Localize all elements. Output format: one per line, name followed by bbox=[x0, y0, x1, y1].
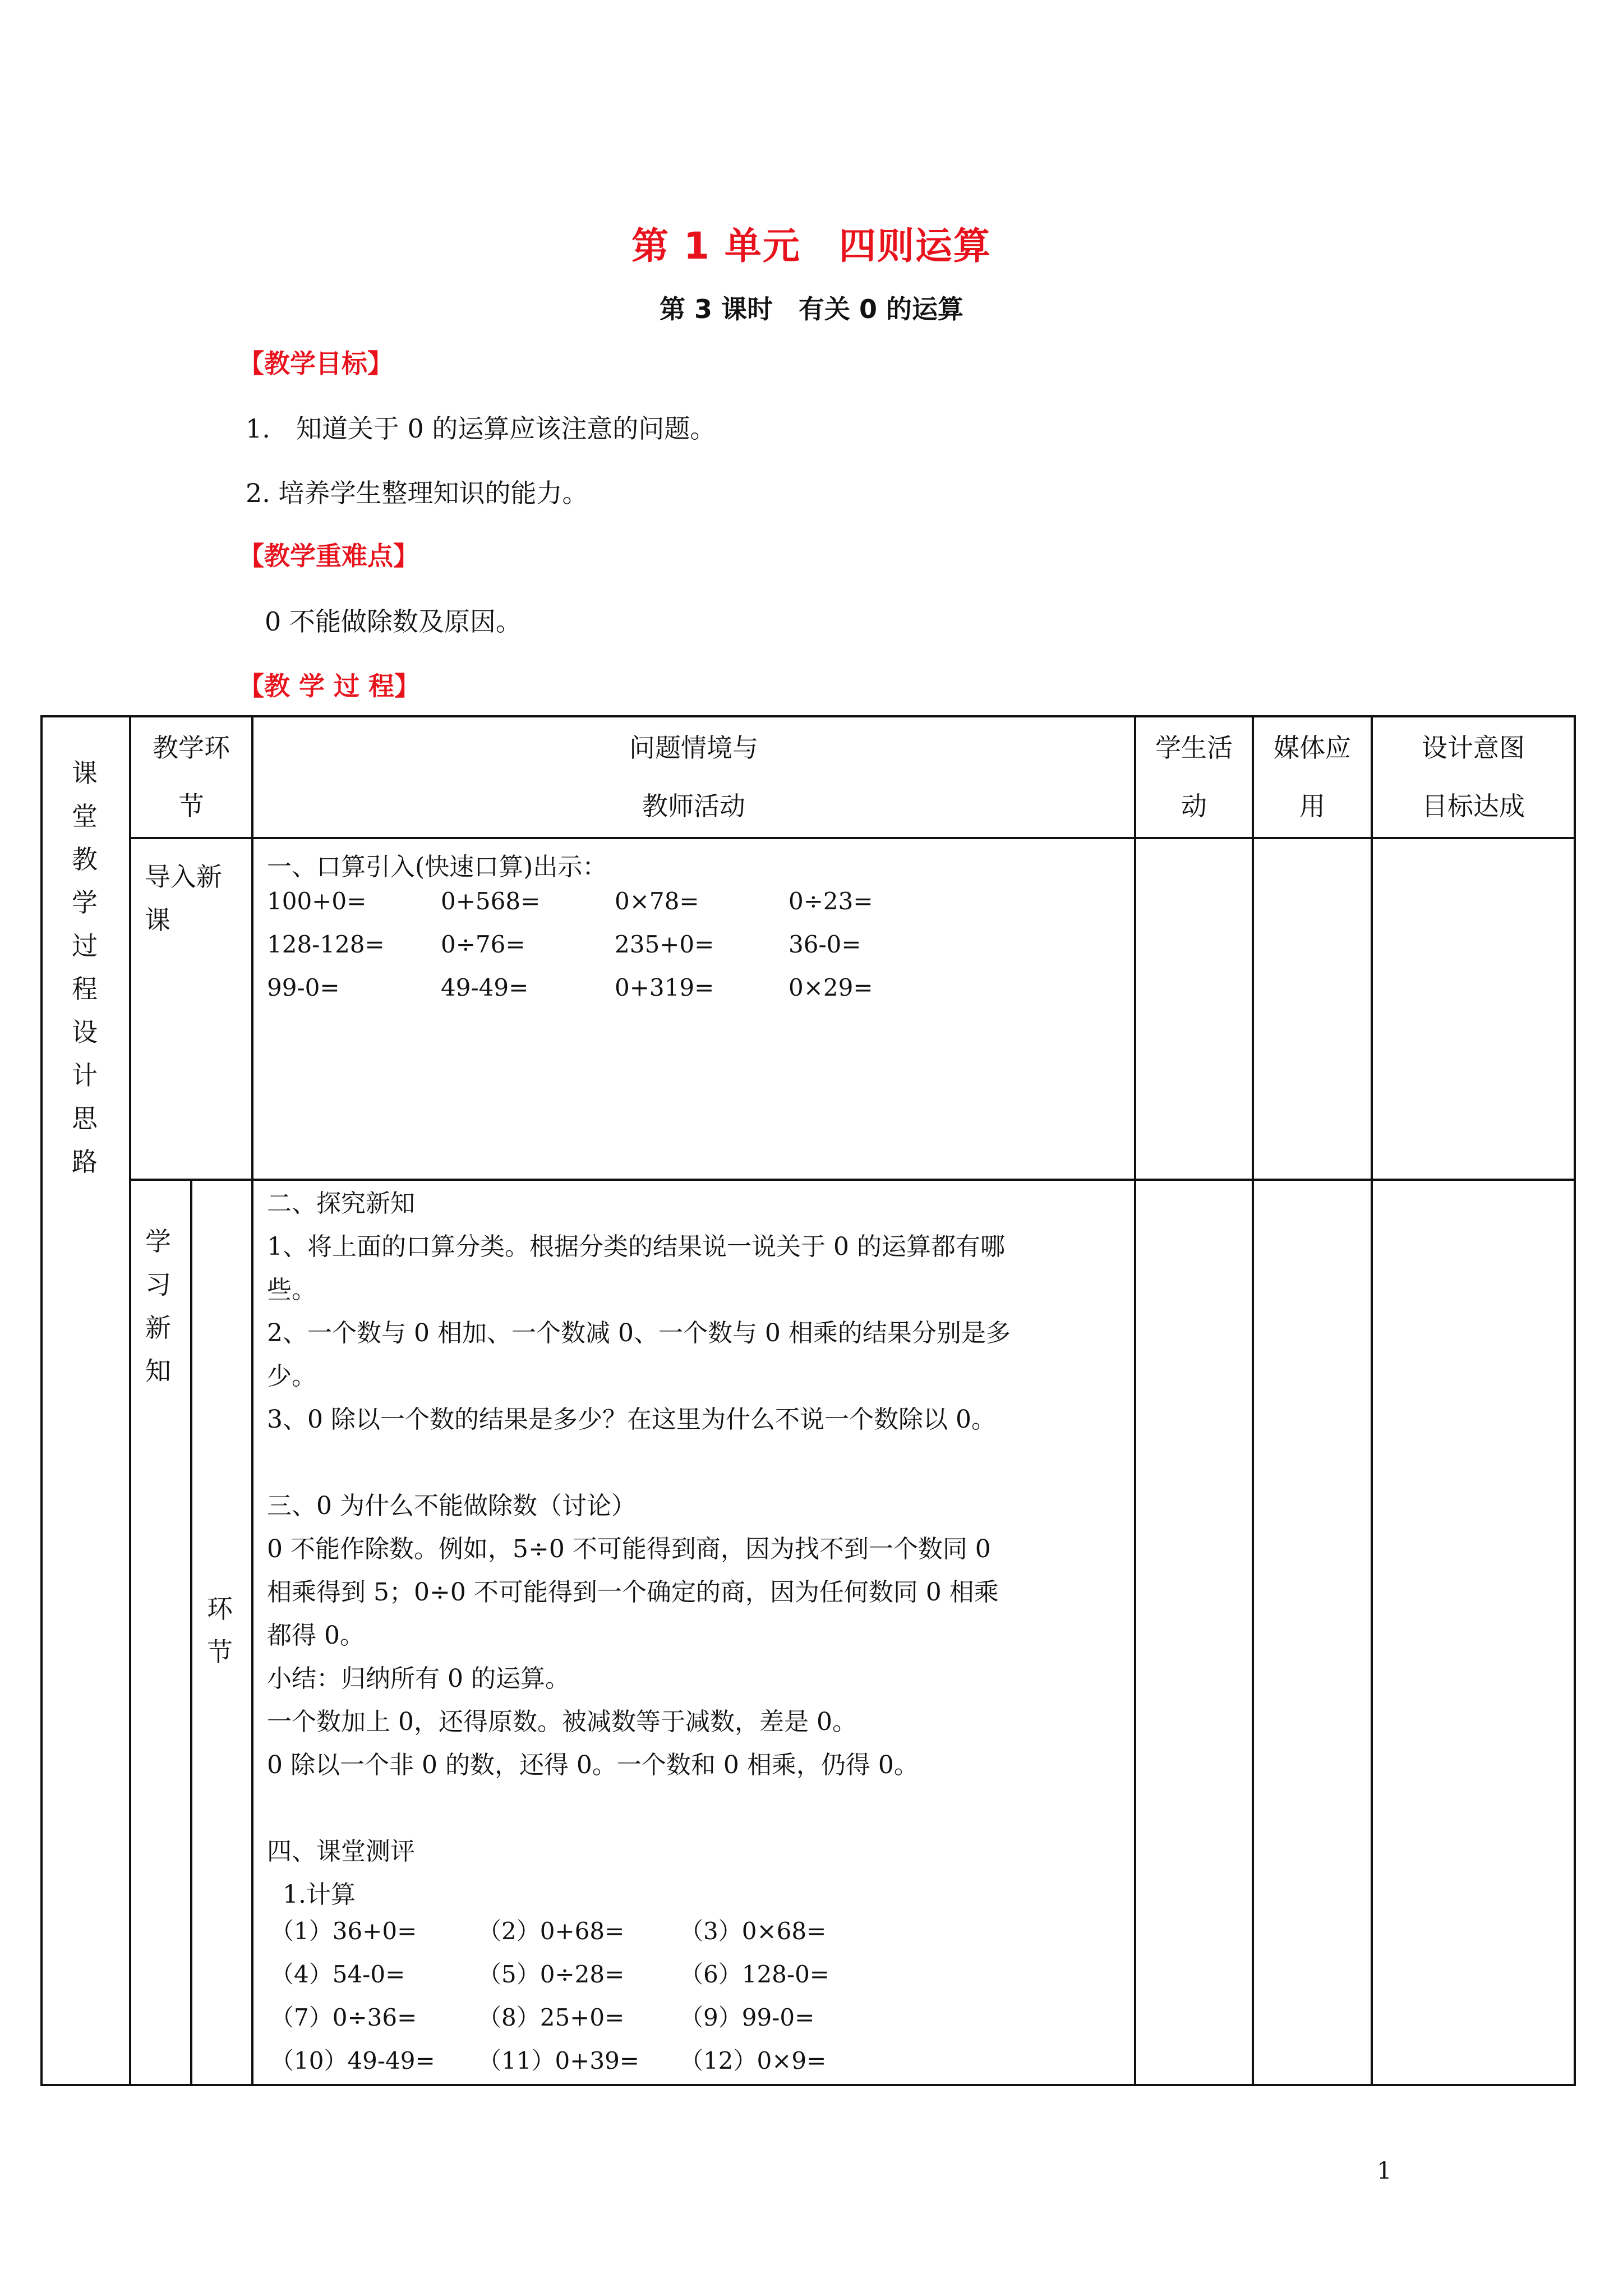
header-student-activity: 学生活 动 bbox=[1155, 733, 1233, 821]
row2-stage-label: 学 习 新 知 bbox=[145, 1226, 171, 1386]
content-line: 都得 0。 bbox=[267, 1621, 365, 1650]
page-number: 1 bbox=[1377, 2157, 1392, 2184]
side-label: 课 堂 教 学 过 程 设 计 思 路 bbox=[72, 758, 98, 1177]
exercise-item: （11）0+39= bbox=[478, 2047, 639, 2074]
exercise-item: （7）0÷36= bbox=[270, 2004, 417, 2031]
goal-item-1: 1. 知道关于 0 的运算应该注意的问题。 bbox=[246, 413, 716, 444]
header-teaching-stage: 教学环 节 bbox=[153, 733, 230, 821]
content-line: 1、将上面的口算分类。根据分类的结果说一说关于 0 的运算都有哪 bbox=[267, 1232, 1005, 1261]
key-points-text: 0 不能做除数及原因。 bbox=[265, 606, 522, 637]
exercise-item: （5）0÷28= bbox=[478, 1961, 625, 1988]
content-line: 0 不能作除数。例如，5÷0 不可能得到商，因为找不到一个数同 0 bbox=[267, 1535, 991, 1563]
calc-item: 0×78= bbox=[615, 887, 699, 915]
exercise-item: （1）36+0= bbox=[270, 1917, 417, 1945]
content-line: 1.计算 bbox=[267, 1880, 356, 1909]
exercise-item: （2）0+68= bbox=[478, 1917, 625, 1945]
table-divider-header bbox=[129, 837, 1576, 839]
calc-item: 0÷23= bbox=[789, 887, 873, 915]
table-border-bottom bbox=[40, 2084, 1576, 2086]
table-divider-col3 bbox=[1134, 715, 1136, 2086]
exercise-item: （10）49-49= bbox=[270, 2047, 435, 2074]
content-line: 小结：归纳所有 0 的运算。 bbox=[267, 1664, 570, 1693]
row1-heading: 一、口算引入(快速口算)出示： bbox=[267, 853, 607, 881]
calc-item: 0+568= bbox=[441, 887, 541, 915]
table-divider-col5 bbox=[1371, 715, 1373, 2086]
content-line bbox=[267, 1787, 1011, 1830]
calc-item: 100+0= bbox=[267, 887, 367, 915]
table-divider-row1 bbox=[129, 1179, 1576, 1181]
process-heading: 【教 学 过 程】 bbox=[238, 671, 421, 701]
header-design-intent: 设计意图 目标达成 bbox=[1422, 733, 1525, 821]
exercise-item: （6）128-0= bbox=[680, 1961, 829, 1988]
table-divider-col2 bbox=[251, 715, 253, 2086]
exercise-item: （3）0×68= bbox=[680, 1917, 827, 1945]
table-border-left bbox=[40, 715, 43, 2086]
page-subtitle: 第 3 课时 有关 0 的运算 bbox=[659, 294, 964, 324]
exercise-item: （12）0×9= bbox=[680, 2047, 827, 2074]
content-line: 少。 bbox=[267, 1362, 316, 1391]
exercise-item: （8）25+0= bbox=[478, 2004, 625, 2031]
calc-item: 0×29= bbox=[789, 974, 873, 1001]
calc-item: 235+0= bbox=[615, 931, 714, 958]
content-line: 二、探究新知 bbox=[267, 1189, 415, 1218]
content-line: 四、课堂测评 bbox=[267, 1837, 415, 1866]
calc-item: 49-49= bbox=[441, 974, 529, 1001]
table-border-right bbox=[1574, 715, 1576, 2086]
content-line: 三、0 为什么不能做除数（讨论） bbox=[267, 1492, 636, 1520]
header-media-use: 媒体应 用 bbox=[1274, 733, 1351, 821]
content-line: 相乘得到 5；0÷0 不可能得到一个确定的商，因为任何数同 0 相乘 bbox=[267, 1578, 999, 1607]
row2-substage-label: 环 节 bbox=[207, 1594, 233, 1667]
calc-item: 99-0= bbox=[267, 974, 340, 1001]
table-border-top bbox=[40, 715, 1576, 717]
content-line bbox=[267, 1441, 1011, 1484]
calc-item: 0÷76= bbox=[441, 931, 525, 958]
page-title: 第 1 单元 四则运算 bbox=[631, 224, 992, 268]
table-divider-col4 bbox=[1252, 715, 1254, 2086]
calc-item: 128-128= bbox=[267, 931, 385, 958]
exercise-item: （9）99-0= bbox=[680, 2004, 815, 2031]
goal-item-2: 2. 培养学生整理知识的能力。 bbox=[246, 478, 588, 508]
content-line: 一个数加上 0，还得原数。被减数等于减数，差是 0。 bbox=[267, 1708, 857, 1736]
table-divider-col1 bbox=[129, 715, 131, 2086]
lesson-process-table bbox=[40, 715, 1576, 2086]
key-points-heading: 【教学重难点】 bbox=[238, 541, 419, 571]
content-line: 0 除以一个非 0 的数，还得 0。一个数和 0 相乘，仍得 0。 bbox=[267, 1751, 919, 1779]
goals-heading: 【教学目标】 bbox=[238, 348, 393, 379]
row1-stage-label: 导入新 课 bbox=[145, 862, 222, 935]
content-line: 2、一个数与 0 相加、一个数减 0、一个数与 0 相乘的结果分别是多 bbox=[267, 1319, 1011, 1347]
header-teacher-activity: 问题情境与 教师活动 bbox=[629, 733, 758, 821]
calc-item: 36-0= bbox=[789, 931, 861, 958]
exercise-item: （4）54-0= bbox=[270, 1961, 405, 1988]
calc-item: 0+319= bbox=[615, 974, 714, 1001]
row2-content bbox=[267, 1182, 1011, 1916]
content-line: 些。 bbox=[267, 1276, 316, 1304]
table-divider-substage bbox=[190, 1179, 192, 2086]
content-line: 3、0 除以一个数的结果是多少？在这里为什么不说一个数除以 0。 bbox=[267, 1405, 996, 1434]
